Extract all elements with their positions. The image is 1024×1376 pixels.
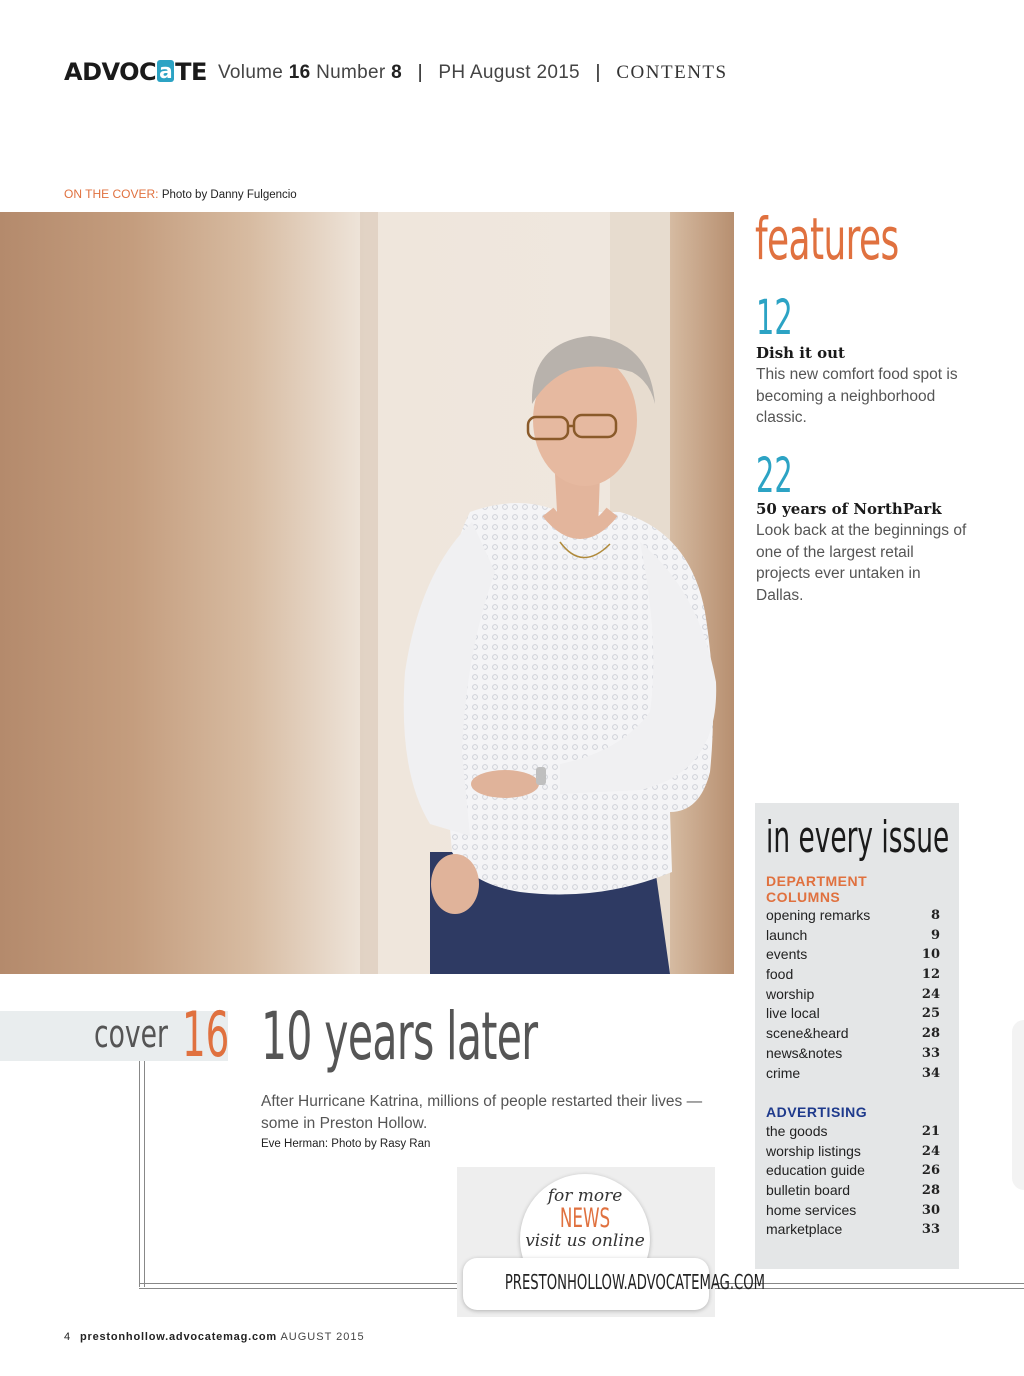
- list-item[interactable]: marketplace 33: [766, 1221, 940, 1238]
- cover-credit-value: Photo by Danny Fulgencio: [161, 189, 297, 201]
- footer-date: AUGUST 2015: [280, 1331, 365, 1343]
- section-title: CONTENTS: [616, 62, 728, 83]
- cover-credit-label: ON THE COVER:: [64, 187, 159, 201]
- list-item[interactable]: launch 9: [766, 926, 940, 943]
- cover-credit: [64, 187, 297, 201]
- footer-site[interactable]: prestonhollow.advocatemag.com: [80, 1331, 277, 1343]
- list-item[interactable]: the goods 21: [766, 1123, 940, 1139]
- feature-description: Look back at the beginnings of one of the largest retail projects ever untaken in Dallas.: [756, 522, 967, 604]
- masthead: [218, 62, 728, 84]
- page-footer: [64, 1331, 365, 1343]
- list-item[interactable]: opening remarks 8: [766, 907, 940, 923]
- cover-label: cover: [94, 1012, 168, 1056]
- promo-news: NEWS: [559, 1203, 611, 1234]
- advocate-logo: ADVOC a TE: [64, 58, 207, 86]
- feature-page-number: 22: [756, 448, 793, 504]
- promo-text: for more: [547, 1186, 623, 1206]
- issue-number: 8: [391, 62, 402, 83]
- separator: |: [417, 62, 423, 83]
- cover-photo-illustration: [0, 212, 734, 974]
- list-item[interactable]: bulletin board 28: [766, 1182, 940, 1199]
- cover-photo: [0, 212, 734, 974]
- cover-byline: Eve Herman: Photo by Rasy Ran: [261, 1138, 431, 1150]
- feature-headline[interactable]: Dish it out: [756, 344, 845, 362]
- footer-page-number: 4: [64, 1331, 71, 1343]
- advertising-heading: ADVERTISING: [766, 1104, 868, 1120]
- volume-label: Volume: [218, 62, 284, 83]
- list-item[interactable]: home services 30: [766, 1201, 940, 1218]
- list-item[interactable]: crime 34: [766, 1064, 940, 1081]
- feature-description: This new comfort food spot is becoming a neighborhood classic.: [756, 366, 958, 426]
- list-item[interactable]: events 10: [766, 946, 940, 963]
- list-item[interactable]: scene&heard 28: [766, 1025, 940, 1042]
- separator: |: [595, 62, 601, 83]
- edge-decoration: [1012, 1020, 1024, 1190]
- department-columns-list: [766, 906, 940, 1083]
- list-item[interactable]: worship listings 24: [766, 1142, 940, 1159]
- list-item[interactable]: news&notes 33: [766, 1044, 940, 1061]
- advertising-list: [766, 1122, 940, 1240]
- cover-headline[interactable]: 10 years later: [261, 998, 538, 1075]
- list-item[interactable]: education guide 26: [766, 1162, 940, 1179]
- in-every-issue-title: in every issue: [766, 812, 950, 863]
- cover-description: After Hurricane Katrina, millions of people restarted their lives — some in Preston Hollow.: [261, 1093, 703, 1132]
- feature-page-number: 12: [756, 290, 793, 346]
- number-label: Number: [316, 62, 386, 83]
- cover-page-number: 16: [182, 998, 230, 1071]
- promo-url-link[interactable]: PRESTONHOLLOW.ADVOCATEMAG.COM: [504, 1270, 766, 1294]
- feature-headline[interactable]: 50 years of NorthPark: [756, 500, 942, 518]
- volume-number: 16: [288, 62, 311, 83]
- frame-line-vertical: [139, 1061, 145, 1287]
- promo-text: visit us online: [525, 1231, 645, 1251]
- department-columns-heading: DEPARTMENT COLUMNS: [766, 873, 868, 905]
- list-item[interactable]: worship 24: [766, 985, 940, 1002]
- edition: PH August 2015: [438, 62, 580, 83]
- list-item[interactable]: food 12: [766, 966, 940, 983]
- list-item[interactable]: live local 25: [766, 1005, 940, 1022]
- features-title: features: [755, 205, 899, 273]
